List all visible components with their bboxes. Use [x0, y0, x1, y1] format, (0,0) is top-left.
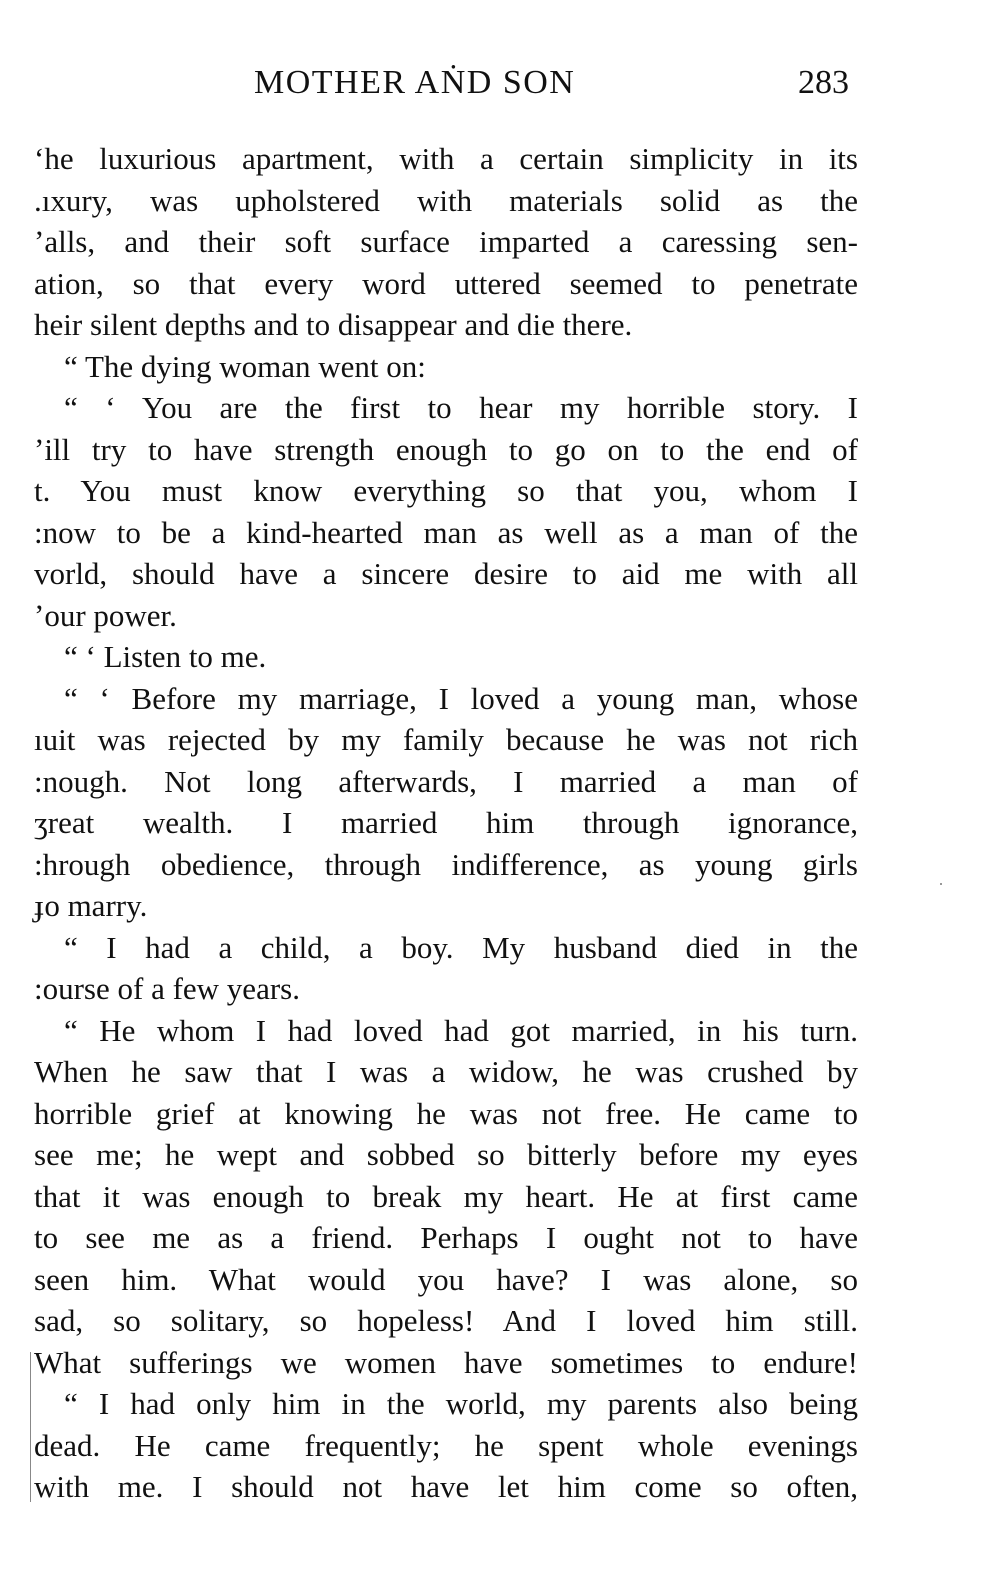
page-number: 283 — [798, 64, 849, 101]
text-line: ʼalls, and their soft surface imparted a caressing sen- — [34, 224, 858, 259]
text-line: with me. I should not have let him come so often, — [34, 1469, 858, 1504]
text-line: “ I had only him in the world, my parents also being — [64, 1386, 858, 1421]
text-line: seen him. What would you have? I was alone, so — [34, 1261, 858, 1297]
text-line: ʼour power. — [34, 597, 177, 633]
text-line: t. You must know everything so that you, whom I — [34, 473, 858, 508]
text-line: “ ‘ Before my marriage, I loved a young man, whose — [64, 680, 858, 716]
text-line: When he saw that I was a widow, he was crushed by — [34, 1054, 858, 1089]
scan-margin-line — [30, 1352, 31, 1502]
text-line: ation, so that every word uttered seemed to penetrate — [34, 265, 858, 301]
text-line: “ I had a child, a boy. My husband died in the — [64, 929, 858, 965]
text-line: ʒreat wealth. I married him through ignorance, — [34, 805, 858, 840]
scan-speck — [940, 883, 942, 885]
text-line: ʻhe luxurious apartment, with a certain simplicity in its — [34, 141, 858, 176]
text-line: :hrough obedience, through indifference, as young girls — [34, 846, 858, 882]
text-line: “ ‘ Listen to me. — [64, 639, 267, 674]
text-line: sad, so solitary, so hopeless! And I loved him still. — [34, 1303, 858, 1338]
text-line: :now to be a kind-hearted man as well as a man of the — [34, 514, 858, 550]
running-head-title: MOTHER AṄD SON — [254, 64, 576, 101]
running-head — [0, 64, 1000, 114]
text-line: .ıxury, was upholstered with materials solid as the — [34, 182, 858, 218]
text-line: ɟo marry. — [34, 888, 148, 923]
text-line: horrible grief at knowing he was not free. He came to — [34, 1095, 858, 1131]
text-line: “ The dying woman went on: — [64, 348, 426, 384]
text-line: :ourse of a few years. — [34, 971, 300, 1006]
text-line: “ ‘ You are the first to hear my horrible story. I — [64, 390, 858, 425]
text-line: “ He whom I had loved had got married, in his turn. — [64, 1012, 858, 1048]
text-line: :nough. Not long afterwards, I married a man of — [34, 763, 858, 799]
text-line: ʼill try to have strength enough to go on to the end of — [34, 431, 858, 467]
text-line: dead. He came frequently; he spent whole evenings — [34, 1427, 858, 1463]
text-line: ıuit was rejected by my family because he was not rich — [34, 722, 858, 757]
text-line: vorld, should have a sincere desire to aid me with all — [34, 556, 858, 591]
text-line: heir silent depths and to disappear and die there. — [34, 307, 633, 342]
text-line: What sufferings we women have sometimes to endure! — [34, 1344, 858, 1380]
text-line: see me; he wept and sobbed so bitterly before my eyes — [34, 1137, 858, 1172]
text-line: to see me as a friend. Perhaps I ought not to have — [34, 1220, 858, 1255]
text-line: that it was enough to break my heart. He at first came — [34, 1178, 858, 1214]
